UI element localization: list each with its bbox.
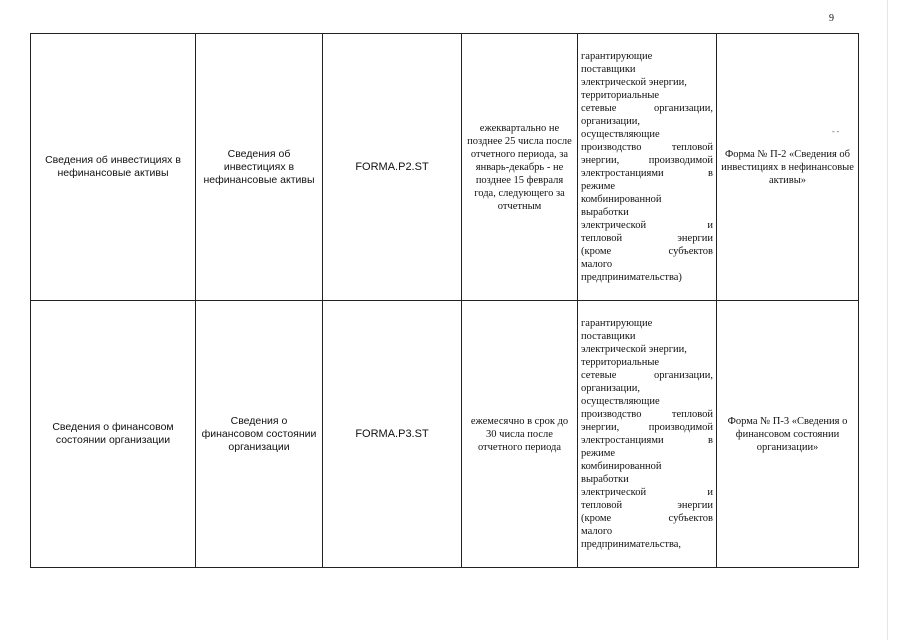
respondents-line: территориальные xyxy=(581,90,660,101)
respondents-line: электрической и xyxy=(581,487,713,498)
respondents-line: производство тепловой xyxy=(581,142,713,153)
page-edge-rule xyxy=(887,0,888,640)
respondents-line: выработки xyxy=(581,474,629,485)
form-code-cell: FORMA.P2.ST xyxy=(323,34,462,301)
respondents-line: производство тепловой xyxy=(581,409,713,420)
respondents-line: электростанциями в xyxy=(581,435,713,446)
scan-mark: - - xyxy=(832,127,840,136)
indicator-cell: Сведения об инвестициях в нефинансовые активы xyxy=(31,34,196,301)
respondents-line: сетевые организации, xyxy=(581,103,713,114)
respondents-line: сетевые организации, xyxy=(581,370,713,381)
respondents-line: электрической энергии, xyxy=(581,344,687,355)
table-row xyxy=(31,34,859,301)
respondents-cell xyxy=(578,34,717,301)
respondents-line: режиме xyxy=(581,181,616,192)
form-name-cell: Сведения о финансовом состоянии организации xyxy=(196,301,323,568)
respondents-line: осуществляющие xyxy=(581,396,660,407)
respondents-line: осуществляющие xyxy=(581,129,660,140)
respondents-line: организации, xyxy=(581,383,640,394)
respondents-line: малого xyxy=(581,526,613,537)
form-reference-cell: Форма № П-2 «Сведения об инвестициях в нефинансовые активы» xyxy=(717,34,859,301)
respondents-line: энергии, производимой xyxy=(581,422,713,433)
indicator-cell: Сведения о финансовом состоянии организации xyxy=(31,301,196,568)
respondents-cell xyxy=(578,301,717,568)
respondents-line: поставщики xyxy=(581,64,636,75)
respondents-line: предпринимательства, xyxy=(581,539,682,550)
deadline-cell: ежемесячно в срок до 30 числа после отчетного периода xyxy=(462,301,578,568)
form-code-cell: FORMA.P3.ST xyxy=(323,301,462,568)
respondents-line: поставщики xyxy=(581,331,636,342)
form-name-cell: Сведения об инвестициях в нефинансовые активы xyxy=(196,34,323,301)
respondents-line: тепловой энергии xyxy=(581,500,713,511)
respondents-line: электрической и xyxy=(581,220,713,231)
table-row xyxy=(31,301,859,568)
respondents-line: комбинированной xyxy=(581,461,662,472)
respondents-line: энергии, производимой xyxy=(581,155,713,166)
respondents-line: малого xyxy=(581,259,613,270)
respondents-line: электрической энергии, xyxy=(581,77,687,88)
respondents-line: комбинированной xyxy=(581,194,662,205)
respondents-line: территориальные xyxy=(581,357,660,368)
respondents-line: организации, xyxy=(581,116,640,127)
respondents-line: выработки xyxy=(581,207,629,218)
page-number: 9 xyxy=(829,13,834,24)
document-table xyxy=(30,33,859,568)
form-reference-cell: Форма № П-3 «Сведения о финансовом состоянии организации» xyxy=(717,301,859,568)
respondents-line: предпринимательства) xyxy=(581,272,682,283)
respondents-line: (кроме субъектов xyxy=(581,246,713,257)
respondents-line: гарантирующие xyxy=(581,318,653,329)
respondents-line: (кроме субъектов xyxy=(581,513,713,524)
deadline-cell: ежеквартально не позднее 25 числа после отчетного периода, за январь-декабрь - не позднее 15 февраля года, следующего за отчетным xyxy=(462,34,578,301)
respondents-line: тепловой энергии xyxy=(581,233,713,244)
respondents-line: гарантирующие xyxy=(581,51,653,62)
respondents-line: режиме xyxy=(581,448,616,459)
respondents-line: электростанциями в xyxy=(581,168,713,179)
